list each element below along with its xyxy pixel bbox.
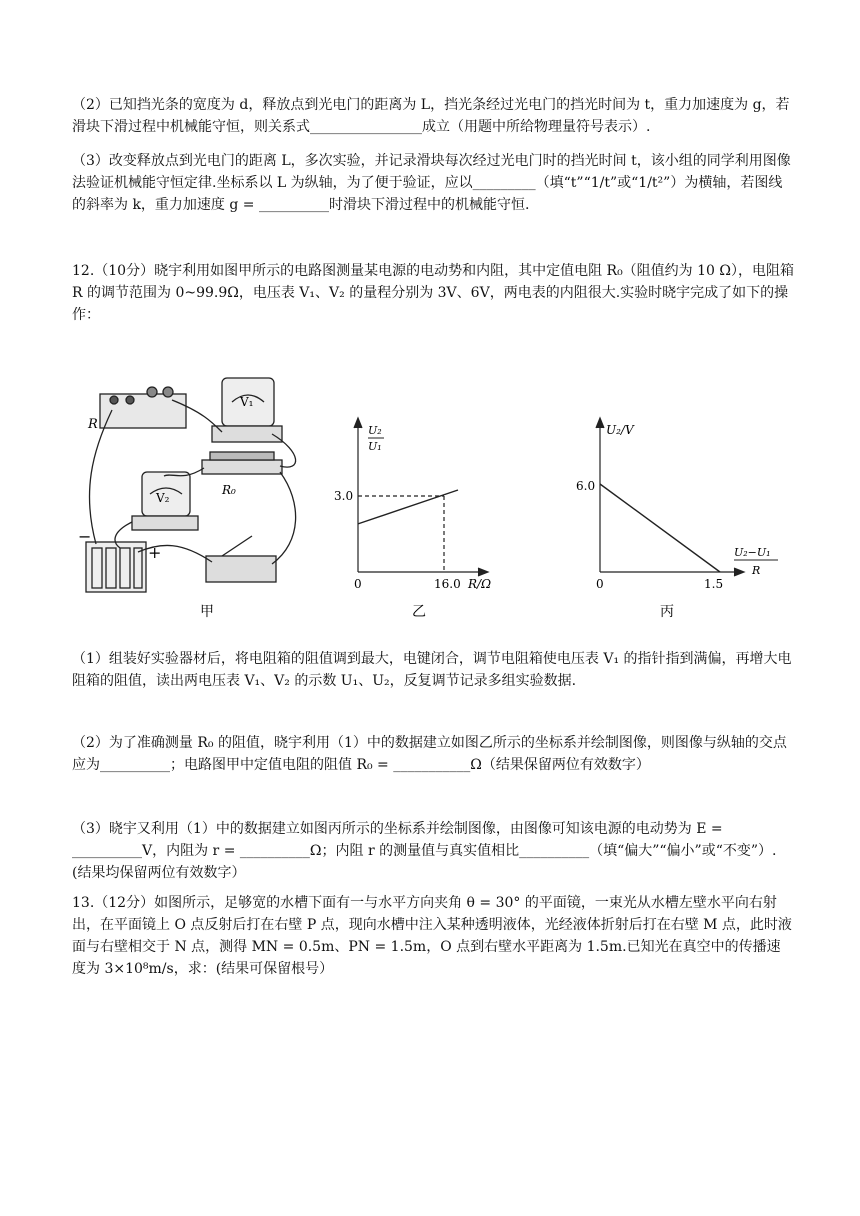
q12-intro: 12.（10分）晓宇利用如图甲所示的电路图测量某电源的电动势和内阻，其中定值电阻 R₀（阻值约为 10 Ω），电阻箱 R 的调节范围为 0~99.9Ω，电压表 V₁、V₂ 的量程分别为 3V、6V，两电表的内阻很大.实验时晓宇完成了如下的操作： bbox=[72, 263, 795, 323]
label-v2: V₂ bbox=[156, 491, 170, 505]
caption-bing: 丙 bbox=[660, 604, 674, 620]
bing-xlabel-num: U₂−U₁ bbox=[734, 546, 771, 559]
yi-tick-y: 3.0 bbox=[334, 489, 354, 503]
chart-bing bbox=[576, 372, 780, 622]
q11-part2: （2）已知挡光条的宽度为 d，释放点到光电门的距离为 L，挡光条经过光电门的挡光时间为 t，重力加速度为 g，若滑块下滑过程中机械能守恒，则关系式________________成立（用题中所给物理量符号表示）. bbox=[72, 97, 790, 135]
bing-origin: 0 bbox=[596, 577, 604, 591]
bing-tick-x: 1.5 bbox=[704, 577, 724, 591]
figure-row bbox=[72, 372, 794, 622]
q11-part3: （3）改变释放点到光电门的距离 L，多次实验，并记录滑块每次经过光电门时的挡光时间 t，该小组的同学利用图像法验证机械能守恒定律.坐标系以 L 为纵轴，为了便于验证，应以_________（填“t”“1/t”或“1/t²”）为横轴，若图线的斜率为 k，重力加速度 g = __________时滑块下滑过程中的机械能守恒. bbox=[72, 153, 791, 213]
label-minus: − bbox=[78, 527, 92, 546]
yi-data-line bbox=[358, 490, 458, 524]
q13-text: 13.（12分）如图所示，足够宽的水槽下面有一与水平方向夹角 θ = 30° 的平面镜，一束光从水槽左壁水平向右射出，在平面镜上 O 点反射后打在右壁 P 点，现向水槽中注入某种透明液体，光经液体折射后打在右壁 M 点，此时液面与右壁相交于 N 点，测得 MN = 0.5m、PN = 1.5m，O 点到右壁水平距离为 1.5m.已知光在真空中的传播速度为 3×10⁸m/s，求：(结果可保留根号） bbox=[72, 895, 792, 977]
yi-tick-x: 16.0 bbox=[434, 577, 461, 591]
label-r: R bbox=[88, 417, 98, 432]
bing-tick-y: 6.0 bbox=[576, 479, 596, 493]
caption-jia: 甲 bbox=[200, 604, 214, 620]
bing-xlabel-den: R bbox=[752, 564, 761, 577]
yi-ylabel-num: U₂ bbox=[368, 424, 382, 437]
caption-yi: 乙 bbox=[412, 604, 426, 620]
yi-origin: 0 bbox=[354, 577, 362, 591]
chart-yi bbox=[334, 372, 514, 622]
yi-ylabel-den: U₁ bbox=[368, 440, 382, 453]
yi-xlabel: R/Ω bbox=[468, 577, 492, 591]
q12-part2: （2）为了准确测量 R₀ 的阻值，晓宇利用（1）中的数据建立如图乙所示的坐标系并绘制图像，则图像与纵轴的交点应为__________；电路图甲中定值电阻的阻值 R₀ = ___________Ω（结果保留两位有效数字） bbox=[72, 735, 787, 773]
circuit-diagram bbox=[72, 372, 362, 622]
label-v1: V₁ bbox=[240, 395, 254, 409]
q12-part3: （3）晓宇又利用（1）中的数据建立如图丙所示的坐标系并绘制图像，由图像可知该电源的电动势为 E = __________V，内阻为 r = __________Ω；内阻 r 的测量值与真实值相比__________（填“偏大”“偏小”或“不变”）.(结果均保留两位有效数字） bbox=[72, 821, 777, 881]
switch bbox=[206, 556, 276, 582]
resistor-r0 bbox=[202, 460, 282, 474]
label-r0: R₀ bbox=[222, 483, 236, 497]
label-plus: + bbox=[148, 543, 162, 562]
bing-ylabel: U₂/V bbox=[606, 423, 634, 437]
q12-part1: （1）组装好实验器材后，将电阻箱的阻值调到最大，电键闭合，调节电阻箱使电压表 V₁ 的指针指到满偏，再增大电阻箱的阻值，读出两电压表 V₁、V₂ 的示数 U₁、U₂，反复调节记录多组实验数据. bbox=[72, 651, 792, 689]
bing-data-line bbox=[600, 484, 720, 572]
